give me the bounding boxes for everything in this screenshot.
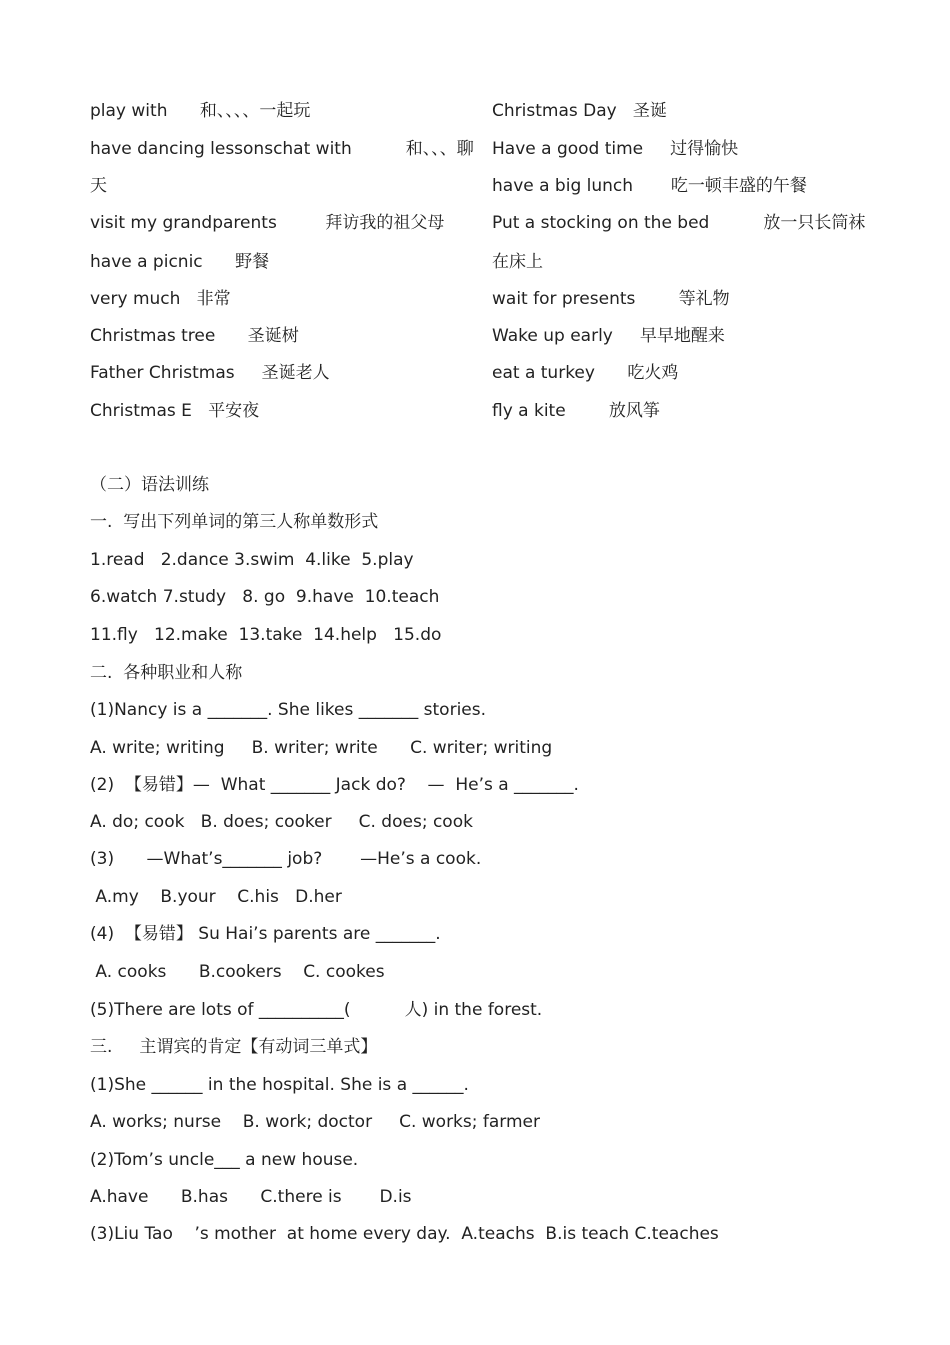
part-three-heading: 三. 主谓宾的肯定【有动词三单式】 — [90, 1037, 378, 1057]
question-line: (1)She ______ in the hospital. She is a ______. — [90, 1075, 469, 1095]
vocab-left-8: Father Christmas 圣诞老人 — [90, 363, 330, 383]
word-list-line: 1.read 2.dance 3.swim 4.like 5.play — [90, 550, 414, 570]
options-line: A. do; cook B. does; cooker C. does; cook — [90, 812, 473, 832]
options-line: A. works; nurse B. work; doctor C. works; farmer — [90, 1112, 540, 1132]
vocab-left-3: 天 — [90, 176, 107, 196]
question-line: (5)There are lots of __________( 人) in the forest. — [90, 1000, 543, 1020]
options-line: A.my B.your C.his D.her — [90, 887, 342, 907]
vocab-right-5: 在床上 — [492, 252, 543, 272]
word-list-line: 6.watch 7.study 8. go 9.have 10.teach — [90, 587, 440, 607]
vocab-right-3: have a big lunch 吃一顿丰盛的午餐 — [492, 176, 807, 196]
question-line: (2)Tom’s uncle___ a new house. — [90, 1150, 359, 1170]
vocab-right-2: Have a good time 过得愉快 — [492, 139, 739, 159]
vocab-right-6: wait for presents 等礼物 — [492, 289, 730, 309]
options-line: A. write; writing B. writer; write C. writer; writing — [90, 738, 553, 758]
question-line: (3)Liu Tao ’s mother at home every day. A.teachs B.is teach C.teaches — [90, 1224, 719, 1244]
vocab-right-4: Put a stocking on the bed 放一只长筒袜 — [492, 213, 866, 233]
question-line: (1)Nancy is a _______. She likes _______ stories. — [90, 700, 487, 720]
question-line: (4) 【易错】 Su Hai’s parents are _______. — [90, 924, 441, 944]
vocab-left-4: visit my grandparents 拜访我的祖父母 — [90, 213, 445, 233]
vocab-left-1: play with 和、、、、一起玩 — [90, 101, 311, 121]
part-one-heading: 一. 写出下列单词的第三人称单数形式 — [90, 512, 379, 532]
word-list-line: 11.fly 12.make 13.take 14.help 15.do — [90, 625, 442, 645]
vocab-right-9: fly a kite 放风筝 — [492, 401, 660, 421]
vocab-left-7: Christmas tree 圣诞树 — [90, 326, 299, 346]
vocab-left-5: have a picnic 野餐 — [90, 252, 270, 272]
options-line: A.have B.has C.there is D.is — [90, 1187, 412, 1207]
options-line: A. cooks B.cookers C. cookes — [90, 962, 385, 982]
vocab-right-1: Christmas Day 圣诞 — [492, 101, 667, 121]
question-line: (3) —What’s_______ job? —He’s a cook. — [90, 849, 482, 869]
section-title: （二）语法训练 — [90, 475, 209, 495]
part-two-heading: 二. 各种职业和人称 — [90, 663, 243, 683]
vocab-left-6: very much 非常 — [90, 289, 231, 309]
question-line: (2) 【易错】— What _______ Jack do? — He’s a _______. — [90, 775, 579, 795]
vocab-left-9: Christmas E 平安夜 — [90, 401, 260, 421]
vocab-left-2: have dancing lessonschat with 和、、、聊 — [90, 139, 474, 159]
vocab-right-7: Wake up early 早早地醒来 — [492, 326, 725, 346]
vocab-right-8: eat a turkey 吃火鸡 — [492, 363, 679, 383]
